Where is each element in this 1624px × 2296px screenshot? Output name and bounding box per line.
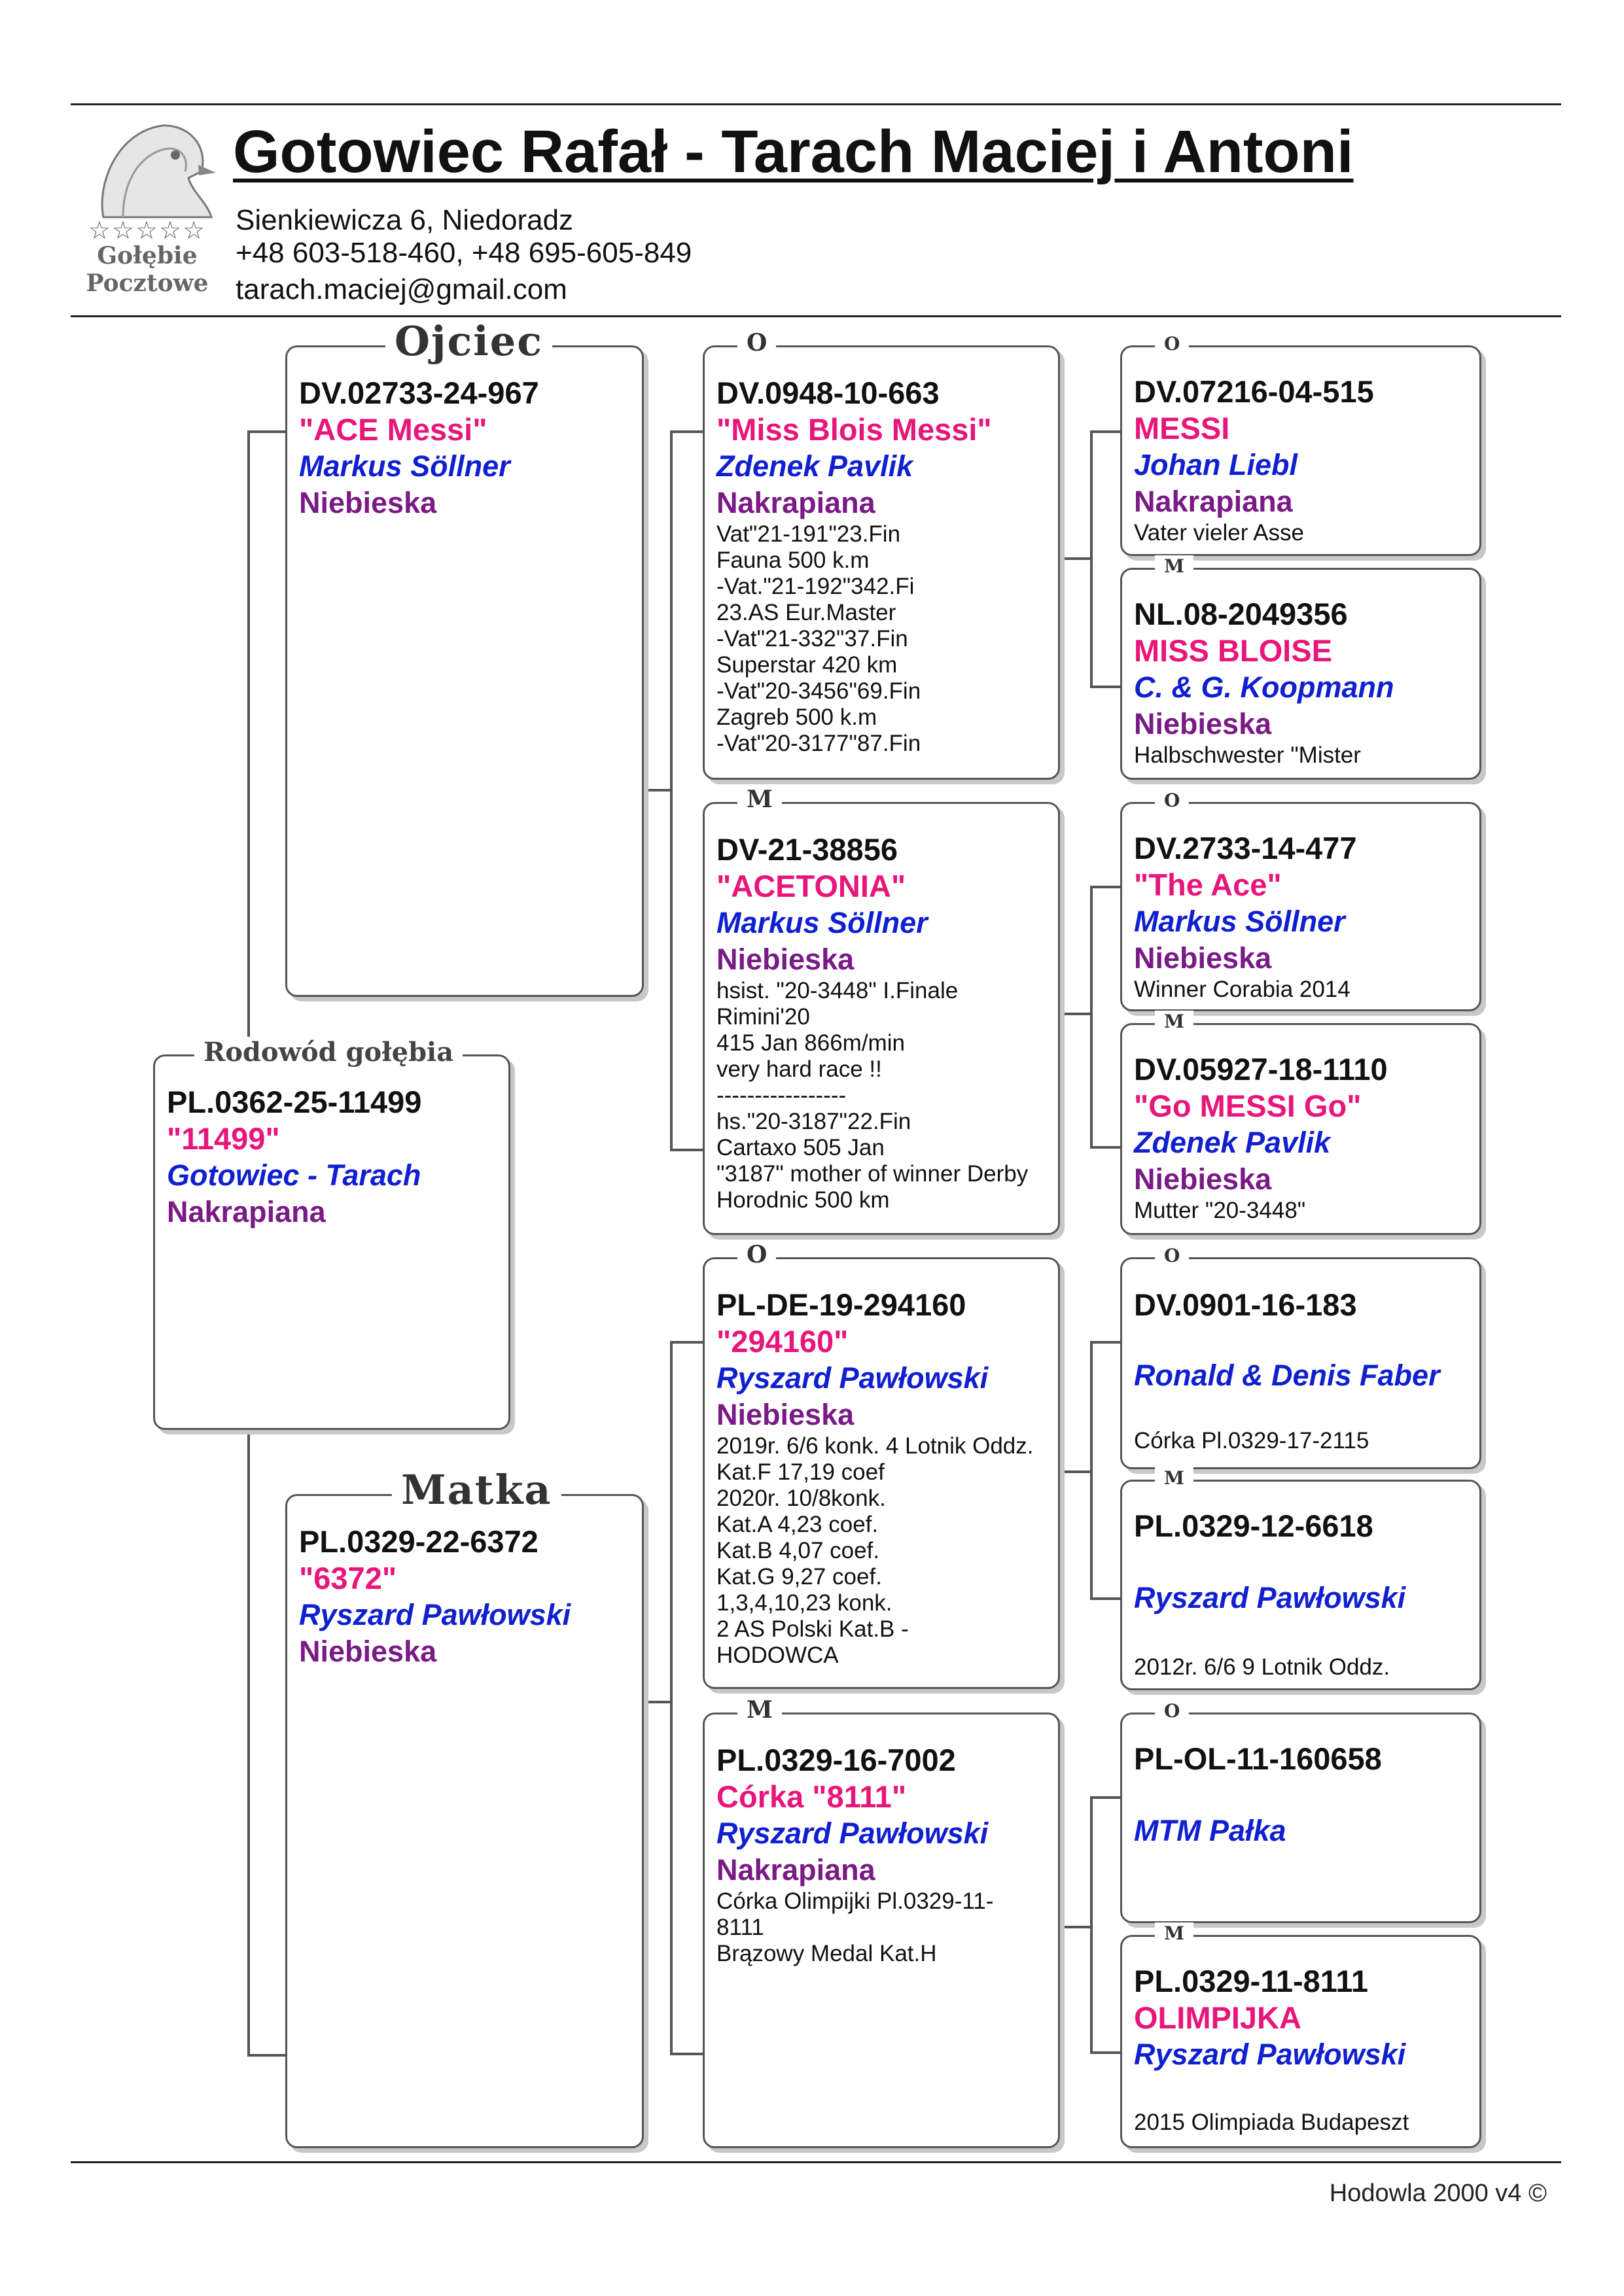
footer-rule	[71, 2161, 1561, 2163]
m-tab: M	[1155, 1922, 1193, 1944]
o-tab: O	[1155, 790, 1189, 811]
connector	[670, 430, 673, 1150]
ring-number: DV-21-38856	[716, 832, 898, 867]
page-title: Gotowiec Rafał - Tarach Maciej i Antoni	[233, 118, 1354, 185]
connector	[670, 1341, 673, 2054]
pigeon-name: Córka "8111"	[716, 1779, 907, 1814]
ring-number: DV.07216-04-515	[1134, 374, 1374, 409]
logo-stars: ☆☆☆☆☆	[88, 217, 207, 245]
m-tab: M	[737, 786, 782, 813]
breeder: Gotowiec - Tarach	[167, 1158, 421, 1192]
email[interactable]: tarach.maciej@gmail.com	[236, 273, 567, 305]
notes: Halbschwester "Mister	[1134, 742, 1361, 768]
notes: 2012r. 6/6 9 Lotnik Oddz.	[1134, 1654, 1390, 1680]
subject-card[interactable]	[153, 1037, 510, 1430]
pigeon-color: Niebieska	[299, 1635, 437, 1668]
notes: 2019r. 6/6 konk. 4 Lotnik Oddz. Kat.F 17,19 coef 2020r. 10/8konk. Kat.A 4,23 coef. Kat.B 4,07 coef. Kat.G 9,27 coef. 1,3,4,10,23 konk. 2 AS Polski Kat.B - HODOWCA	[716, 1433, 1034, 1668]
connector	[247, 1429, 250, 2057]
mother-card[interactable]	[285, 1466, 644, 2148]
pigeon-name: "ACETONIA"	[716, 869, 906, 903]
pigeon-color: Niebieska	[716, 943, 855, 976]
pigeon-name: MISS BLOISE	[1134, 633, 1332, 668]
ring-number: DV.0901-16-183	[1134, 1287, 1357, 1322]
m-tab: M	[1155, 1011, 1193, 1032]
breeder: Ronald & Denis Faber	[1134, 1359, 1440, 1392]
granddam-maternal-card[interactable]	[703, 1696, 1060, 2148]
subject-tab: Rodowód gołębia	[194, 1037, 463, 1068]
pigeon-name: "294160"	[716, 1324, 849, 1359]
notes: hsist. "20-3448" I.Finale Rimini'20 415 Jan 866m/min very hard race !! ----------------- hs."20-3187"22.Fin Cartaxo 505 Jan "3187" mother of winner Derby Horodnic 500 km	[716, 978, 1029, 1213]
connector	[1090, 886, 1093, 1147]
notes: Mutter "20-3448"	[1134, 1198, 1306, 1223]
ggp-fmf-card[interactable]	[1120, 790, 1481, 1011]
ggp-fff-card[interactable]	[1120, 333, 1481, 556]
o-tab: O	[1155, 333, 1189, 355]
top-rule	[71, 103, 1561, 105]
ring-number: NL.08-2049356	[1134, 597, 1348, 631]
m-tab: M	[737, 1696, 782, 1724]
connector	[644, 789, 670, 791]
pigeon-name: "The Ace"	[1134, 867, 1282, 902]
ring-number: PL.0329-16-7002	[716, 1743, 956, 1777]
ggp-mmm-card[interactable]	[1120, 1922, 1481, 2148]
pigeon-color: Niebieska	[299, 486, 437, 519]
pigeon-name: "ACE Messi"	[299, 412, 487, 447]
header-rule	[71, 315, 1561, 317]
notes: Vater vieler Asse	[1134, 520, 1305, 546]
m-tab: M	[1155, 555, 1193, 577]
pigeon-name: "6372"	[299, 1561, 397, 1595]
o-tab: O	[1155, 1700, 1189, 1722]
notes: Córka Olimpijki Pl.0329-11- 8111 Brązowy Medal Kat.H	[716, 1888, 994, 1966]
ring-number: DV.0948-10-663	[716, 375, 940, 410]
logo-line2: Pocztowe	[86, 270, 209, 297]
mother-tab: Matka	[392, 1466, 561, 1514]
connector	[1090, 430, 1093, 687]
pigeon-color: Nakrapiana	[167, 1195, 326, 1228]
notes: 2015 Olimpiada Budapeszt	[1134, 2110, 1409, 2135]
breeder: Markus Söllner	[299, 449, 510, 483]
breeder: Markus Söllner	[1134, 905, 1345, 938]
ring-number: DV.2733-14-477	[1134, 831, 1357, 865]
footer-credit: Hodowla 2000 v4 ©	[1329, 2180, 1547, 2207]
pigeon-name: "Miss Blois Messi"	[716, 412, 992, 447]
pigeon-color: Niebieska	[1134, 941, 1272, 975]
logo-line1: Gołębie	[97, 242, 198, 270]
breeder: Zdenek Pavlik	[1134, 1126, 1331, 1159]
ggp-fmm-card[interactable]	[1120, 1011, 1481, 1235]
connector	[1060, 1926, 1091, 1928]
connector	[670, 430, 703, 433]
connector	[670, 2053, 703, 2055]
connector	[1060, 1470, 1091, 1473]
pigeon-name: "11499"	[167, 1121, 280, 1156]
connector	[247, 2054, 287, 2057]
father-tab: Ojciec	[385, 317, 552, 365]
connector	[1060, 557, 1091, 560]
notes: Winner Corabia 2014	[1134, 977, 1350, 1002]
connector	[1060, 1013, 1091, 1015]
breeder: Ryszard Pawłowski	[299, 1598, 571, 1631]
ring-number: DV.02733-24-967	[299, 375, 539, 410]
phones: +48 603-518-460, +48 695-605-849	[236, 237, 692, 269]
ring-number: DV.05927-18-1110	[1134, 1052, 1388, 1087]
o-tab: O	[1155, 1245, 1189, 1266]
breeder: Ryszard Pawłowski	[716, 1817, 989, 1850]
logo	[77, 119, 217, 302]
breeder: MTM Pałka	[1134, 1814, 1286, 1847]
ggp-ffm-card[interactable]	[1120, 555, 1481, 780]
breeder: Markus Söllner	[716, 906, 928, 939]
address: Sienkiewicza 6, Niedoradz	[236, 204, 574, 236]
connector	[247, 430, 287, 433]
breeder: Zdenek Pavlik	[716, 449, 913, 483]
connector	[644, 1701, 670, 1703]
ggp-mmf-card[interactable]	[1120, 1700, 1481, 1923]
ring-number: PL.0329-12-6618	[1134, 1508, 1373, 1543]
pigeon-color: Nakrapiana	[716, 486, 875, 519]
breeder: Ryszard Pawłowski	[716, 1361, 989, 1395]
ring-number: PL.0362-25-11499	[167, 1085, 422, 1119]
connector	[670, 1341, 703, 1344]
pigeon-name: "Go MESSI Go"	[1134, 1088, 1362, 1123]
pigeon-name: MESSI	[1134, 411, 1230, 445]
ring-number: PL-OL-11-160658	[1134, 1741, 1382, 1776]
connector	[1090, 1796, 1093, 2053]
grandsire-maternal-card[interactable]	[703, 1241, 1060, 1689]
o-tab: O	[737, 1241, 776, 1268]
notes: Vat"21-191"23.Fin Fauna 500 k.m -Vat."21-192"342.Fi 23.AS Eur.Master -Vat"21-332"37.Fin Superstar 420 km -Vat"20-3456"69.Fin Zagreb 500 k.m -Vat"20-3177"87.Fin	[716, 521, 921, 756]
grandsire-paternal-card[interactable]	[703, 329, 1060, 780]
ring-number: PL.0329-11-8111	[1134, 1964, 1369, 1998]
ggp-mfm-card[interactable]	[1120, 1467, 1481, 1690]
pigeon-color: Nakrapiana	[716, 1853, 875, 1887]
pigeon-color: Niebieska	[1134, 707, 1272, 740]
ggp-mff-card[interactable]	[1120, 1245, 1481, 1469]
pigeon-color: Nakrapiana	[1134, 485, 1293, 518]
notes: Córka Pl.0329-17-2115	[1134, 1428, 1369, 1453]
breeder: C. & G. Koopmann	[1134, 670, 1394, 704]
granddam-paternal-card[interactable]	[703, 786, 1060, 1235]
ring-number: PL-DE-19-294160	[716, 1287, 966, 1322]
father-card[interactable]	[285, 317, 644, 997]
o-tab: O	[737, 329, 776, 357]
pigeon-color: Niebieska	[716, 1398, 855, 1431]
m-tab: M	[1155, 1467, 1193, 1489]
pigeon-color: Niebieska	[1134, 1162, 1272, 1196]
ring-number: PL.0329-22-6372	[299, 1524, 538, 1559]
connector	[247, 430, 250, 1073]
breeder: Ryszard Pawłowski	[1134, 1581, 1406, 1614]
pigeon-name: OLIMPIJKA	[1134, 2000, 1301, 2035]
breeder: Johan Liebl	[1134, 448, 1298, 481]
breeder: Ryszard Pawłowski	[1134, 2038, 1406, 2071]
connector	[670, 1149, 703, 1151]
connector	[1090, 1341, 1093, 1599]
